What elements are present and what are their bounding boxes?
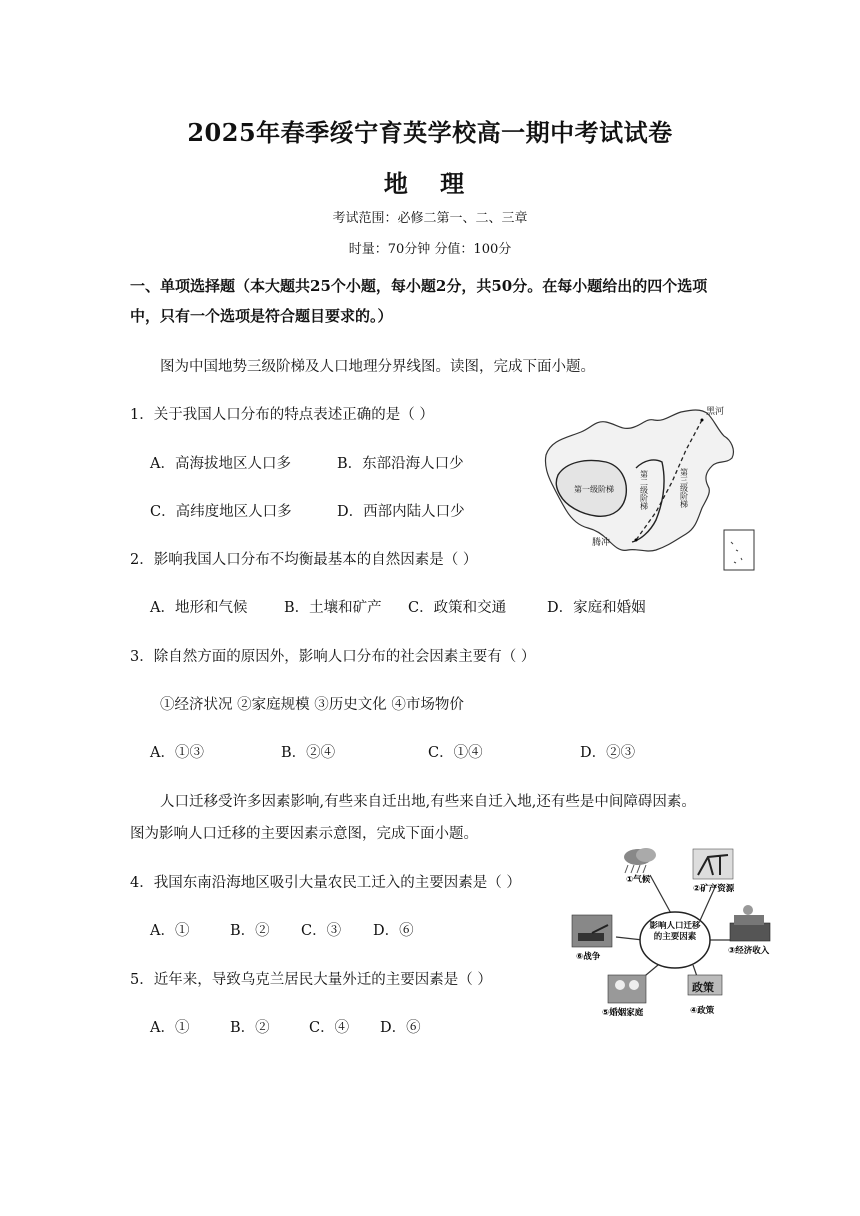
q4-option-c: C．③ [301, 923, 342, 939]
q1-option-d: D．西部内陆人口少 [337, 504, 465, 520]
heihe-marker [701, 419, 704, 422]
factor-war: ⑥战争 [576, 952, 601, 962]
map-label-step2: 第二级阶梯 [639, 470, 649, 510]
q3-option-b: B．②④ [281, 745, 336, 761]
center-label: 影响人口迁移的主要因素 [649, 921, 701, 942]
q3-option-c: C．①④ [428, 745, 483, 761]
q4-stem: 4．我国东南沿海地区吸引大量农民工迁入的主要因素是（ ） [130, 875, 521, 891]
q4-option-a: A．① [150, 923, 190, 939]
q1-option-c: C．高纬度地区人口多 [150, 504, 292, 520]
q1-stem: 1．关于我国人口分布的特点表述正确的是（ ） [130, 407, 434, 423]
factor-minerals: ②矿产资源 [693, 884, 735, 894]
policy-picture [688, 975, 722, 995]
intro-migration-line2: 图为影响人口迁移的主要因素示意图，完成下面小题。 [130, 826, 478, 842]
tengchong-marker [635, 539, 638, 542]
q3-stem: 3．除自然方面的原因外，影响人口分布的社会因素主要有（ ） [130, 649, 536, 665]
q5-option-c: C．④ [309, 1020, 350, 1036]
q5-option-b: B．② [230, 1020, 270, 1036]
q2-stem: 2．影响我国人口分布不均衡最基本的自然因素是（ ） [130, 552, 478, 568]
q4-option-b: B．② [230, 923, 270, 939]
south-sea-inset [724, 530, 754, 570]
factor-climate: ①气候 [626, 875, 651, 885]
q2-option-d: D．家庭和婚姻 [547, 600, 646, 616]
q3-option-d: D．②③ [580, 745, 636, 761]
family-picture [608, 975, 646, 1003]
q2-option-c: C．政策和交通 [408, 600, 507, 616]
q5-option-d: D．⑥ [380, 1020, 421, 1036]
money-picture [730, 905, 770, 941]
policy-sign-text: 政策 [692, 981, 714, 994]
q5-option-a: A．① [150, 1020, 190, 1036]
map-label-heihe: 黑河 [706, 407, 725, 417]
map-label-step1: 第一级阶梯 [574, 485, 614, 494]
factor-policy: ④政策 [690, 1006, 715, 1016]
subject-title: 地 理 [383, 169, 477, 198]
q1-option-a: A．高海拔地区人口多 [150, 456, 291, 472]
q3-option-a: A．①③ [150, 745, 204, 761]
map-label-tengchong: 腾冲 [592, 538, 611, 548]
q3-items: ①经济状况 ②家庭规模 ③历史文化 ④市场物价 [160, 697, 464, 713]
q2-option-b: B．土壤和矿产 [284, 600, 382, 616]
section-heading-line1: 一、单项选择题（本大题共25个小题，每小题2分，共50分。在每小题给出的四个选项 [130, 277, 708, 295]
intro-migration-line1: 人口迁移受许多因素影响,有些来自迁出地,有些来自迁入地,还有些是中间障碍因素。 [160, 794, 696, 810]
climate-picture [624, 848, 656, 873]
section-heading-line2: 中，只有一个选项是符合题目要求的。） [130, 307, 393, 325]
war-picture [572, 915, 612, 947]
migration-factors-diagram [568, 845, 778, 1035]
intro-map: 图为中国地势三级阶梯及人口地理分界线图。读图，完成下面小题。 [160, 359, 595, 375]
factor-income: ③经济收入 [728, 946, 770, 956]
map-label-step3: 第三级阶梯 [679, 468, 689, 508]
q4-option-d: D．⑥ [373, 923, 414, 939]
q2-option-a: A．地形和气候 [150, 600, 248, 616]
china-terrain-map [536, 400, 762, 578]
q5-stem: 5．近年来，导致乌克兰居民大量外迁的主要因素是（ ） [130, 972, 492, 988]
exam-time-score: 时量：70分钟 分值：100分 [348, 242, 512, 257]
factor-marriage: ⑤婚姻家庭 [602, 1008, 644, 1018]
exam-title: 2025年春季绥宁育英学校高一期中考试试卷 [187, 118, 673, 147]
q1-option-b: B．东部沿海人口少 [337, 456, 464, 472]
oil-pump-picture [693, 849, 733, 879]
exam-scope: 考试范围：必修二第一、二、三章 [332, 211, 528, 226]
